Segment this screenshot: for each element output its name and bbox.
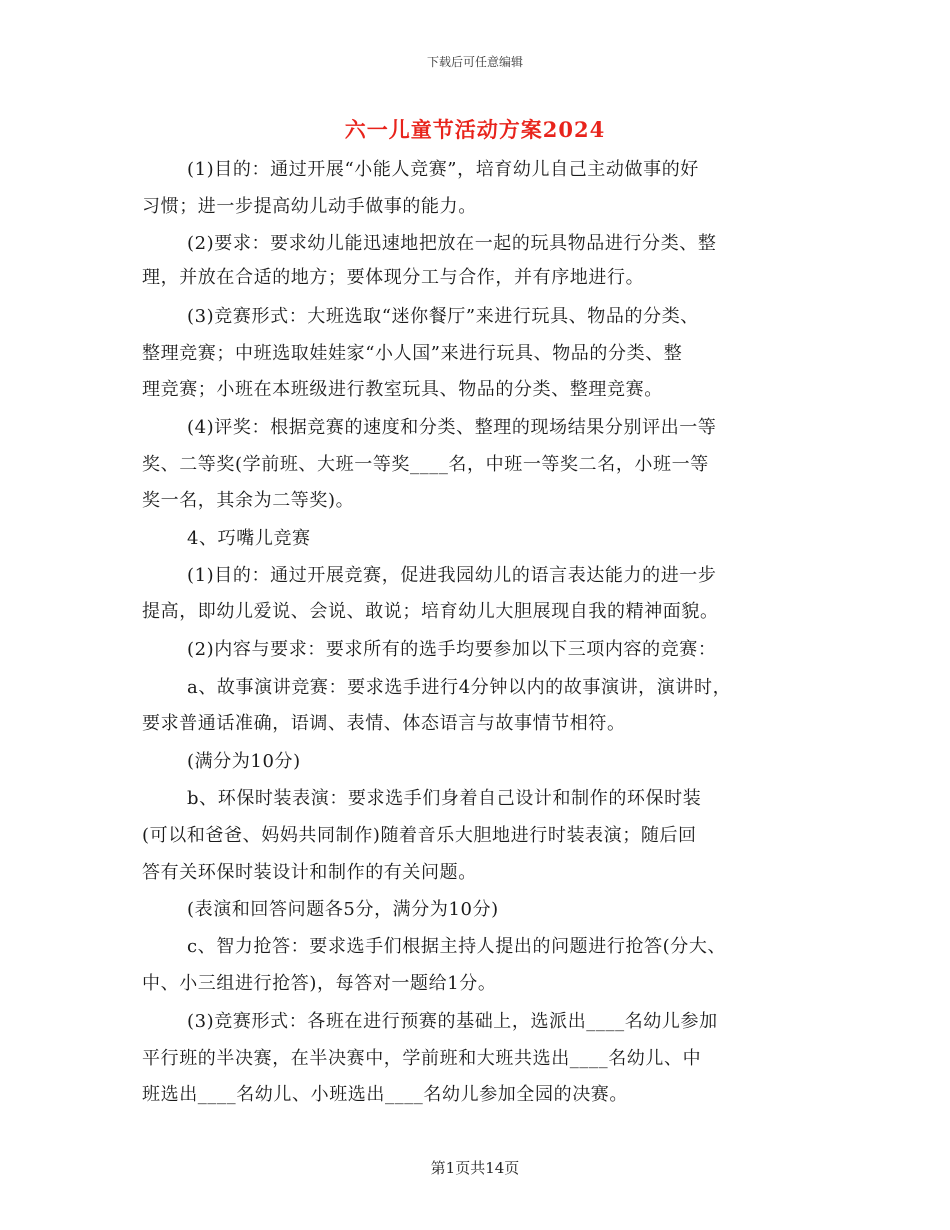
- paragraph-line: 答有关环保时装设计和制作的有关问题。: [142, 862, 477, 883]
- paragraph-line: (2)内容与要求：要求所有的选手均要参加以下三项内容的竞赛：: [187, 639, 717, 660]
- paragraph-line: (可以和爸爸、妈妈共同制作)随着音乐大胆地进行时装表演；随后回: [142, 825, 697, 846]
- paragraph-line: 平行班的半决赛，在半决赛中，学前班和大班共选出____名幼儿、中: [142, 1048, 702, 1069]
- paragraph-line: (表演和回答问题各5分，满分为10分): [187, 899, 499, 920]
- paragraph-line: a、故事演讲竞赛：要求选手进行4分钟以内的故事演讲，演讲时，: [187, 677, 732, 698]
- paragraph-line: b、环保时装表演：要求选手们身着自己设计和制作的环保时装: [187, 788, 702, 809]
- paragraph-line: 理竞赛；小班在本班级进行教室玩具、物品的分类、整理竞赛。: [142, 379, 663, 400]
- paragraph-line: (3)竞赛形式：各班在进行预赛的基础上，选派出____名幼儿参加: [187, 1011, 718, 1032]
- paragraph-line: 奖、二等奖(学前班、大班一等奖____名，中班一等奖二名，小班一等: [142, 454, 709, 475]
- paragraph-line: (满分为10分): [187, 751, 301, 772]
- paragraph-line: 提高，即幼儿爱说、会说、敢说；培育幼儿大胆展现自我的精神面貌。: [142, 601, 719, 622]
- paragraph-line: (3)竞赛形式：大班选取“迷你餐厅”来进行玩具、物品的分类、: [187, 306, 699, 327]
- paragraph-line: (2)要求：要求幼儿能迅速地把放在一起的玩具物品进行分类、整: [187, 233, 717, 254]
- paragraph-line: 习惯；进一步提高幼儿动手做事的能力。: [142, 196, 477, 217]
- paragraph-line: (1)目的：通过开展“小能人竞赛”，培育幼儿自己主动做事的好: [187, 159, 699, 180]
- paragraph-line: 班选出____名幼儿、小班选出____名幼儿参加全园的决赛。: [142, 1084, 628, 1105]
- page-number: 第1页共14页: [430, 1159, 520, 1177]
- paragraph-line: (4)评奖：根据竞赛的速度和分类、整理的现场结果分别评出一等: [187, 417, 717, 438]
- paragraph-line: 整理竞赛；中班选取娃娃家“小人国”来进行玩具、物品的分类、整: [142, 343, 683, 364]
- header-note: 下载后可任意编辑: [426, 55, 523, 69]
- document-title: 六一儿童节活动方案2024: [344, 117, 606, 142]
- section-heading: 4、巧嘴儿竞赛: [187, 528, 311, 549]
- paragraph-line: 奖一名，其余为二等奖)。: [142, 490, 355, 511]
- paragraph-line: 中、小三组进行抢答)，每答对一题给1分。: [142, 973, 497, 994]
- paragraph-line: c、智力抢答：要求选手们根据主持人提出的问题进行抢答(分大、: [187, 936, 727, 957]
- paragraph-line: (1)目的：通过开展竞赛，促进我园幼儿的语言表达能力的进一步: [187, 565, 717, 586]
- paragraph-line: 理，并放在合适的地方；要体现分工与合作，并有序地进行。: [142, 267, 645, 288]
- paragraph-line: 要求普通话准确，语调、表情、体态语言与故事情节相符。: [142, 713, 626, 734]
